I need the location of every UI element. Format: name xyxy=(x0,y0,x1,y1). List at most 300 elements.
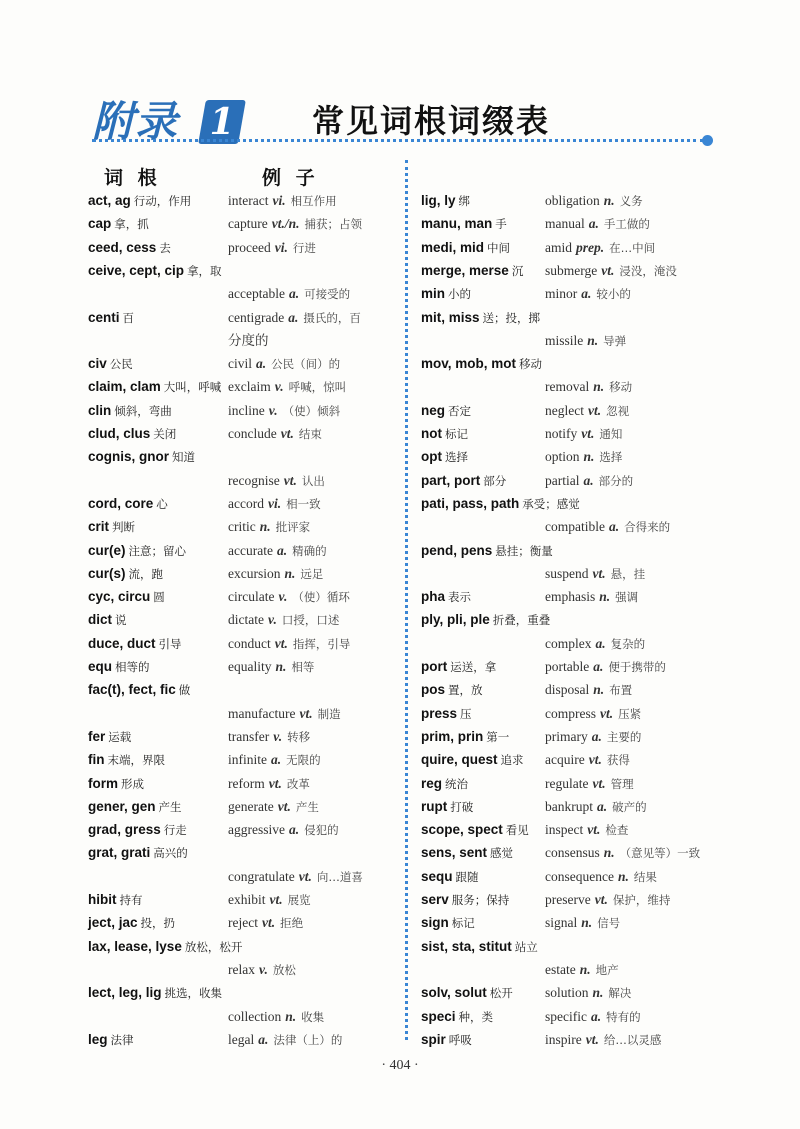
word-root: fer xyxy=(88,728,106,744)
entry-row xyxy=(88,540,398,562)
example-cell xyxy=(228,237,316,259)
example-word: dictate xyxy=(228,612,264,628)
root-cell xyxy=(88,516,135,538)
example-meaning: 获得 xyxy=(606,753,630,768)
example-word: acceptable xyxy=(228,286,285,302)
example-cell xyxy=(228,330,269,352)
example-cell xyxy=(228,400,340,422)
example-word: obligation xyxy=(545,193,600,208)
root-cell xyxy=(421,283,471,305)
entry-row xyxy=(421,190,731,212)
example-meaning: 给…以灵感 xyxy=(603,1032,662,1047)
word-root: clud, clus xyxy=(88,426,151,441)
example-meaning: 拒绝 xyxy=(280,916,304,931)
example-cell xyxy=(545,1006,641,1028)
example-cell xyxy=(228,866,363,888)
part-of-speech: vt. xyxy=(587,402,602,418)
example-cell xyxy=(228,213,362,235)
part-of-speech: vt. xyxy=(298,868,312,884)
entry-row xyxy=(421,400,731,422)
example-word: compatible xyxy=(545,519,605,535)
entry-row xyxy=(421,330,731,352)
example-cell xyxy=(545,446,622,468)
example-word: infinite xyxy=(228,752,267,768)
entry-row xyxy=(421,982,731,1004)
example-cell xyxy=(228,749,321,771)
example-meaning: 向…道喜 xyxy=(316,869,363,884)
part-of-speech: vt. xyxy=(592,565,606,581)
example-meaning: 行进 xyxy=(292,240,316,255)
entry-row xyxy=(88,1006,398,1028)
root-meaning: 标记 xyxy=(451,916,475,931)
entry-row xyxy=(421,819,731,841)
example-cell xyxy=(545,330,626,352)
word-root: mit, miss xyxy=(421,309,480,325)
example-cell xyxy=(228,656,314,678)
header-rule-dot xyxy=(702,135,713,146)
part-of-speech: vt. xyxy=(594,892,608,907)
entry-row xyxy=(88,866,398,888)
word-root: prim, prin xyxy=(421,728,484,744)
entry-row xyxy=(88,586,398,608)
example-word: removal xyxy=(545,379,590,395)
example-word: minor xyxy=(545,286,578,302)
word-root: neg xyxy=(421,402,446,418)
example-cell xyxy=(545,190,643,212)
root-meaning: 行动，作用 xyxy=(133,194,192,208)
example-cell xyxy=(545,912,620,934)
example-word: manual xyxy=(545,216,585,232)
example-cell xyxy=(545,1029,661,1051)
root-cell xyxy=(88,376,221,398)
example-word: conduct xyxy=(228,635,271,651)
part-of-speech: a. xyxy=(288,286,300,302)
root-cell xyxy=(421,609,550,631)
example-meaning: 悬，挂 xyxy=(610,566,646,581)
part-of-speech: n. xyxy=(275,659,287,674)
part-of-speech: a. xyxy=(276,542,288,558)
example-word: bankrupt xyxy=(545,798,593,814)
example-word: signal xyxy=(545,915,578,931)
example-cell xyxy=(545,726,641,748)
example-cell xyxy=(545,959,619,981)
example-word: circulate xyxy=(228,589,275,605)
root-meaning: 引导 xyxy=(158,636,182,651)
root-cell xyxy=(421,237,510,259)
root-meaning: 运送，拿 xyxy=(450,660,497,674)
example-word: critic xyxy=(228,519,256,535)
entry-row xyxy=(421,283,731,305)
example-cell xyxy=(228,912,303,934)
example-word: recognise xyxy=(228,472,280,488)
word-root: grat, grati xyxy=(88,845,151,861)
example-meaning: （使）循环 xyxy=(292,590,350,605)
example-meaning: 破产的 xyxy=(612,799,647,814)
entry-row xyxy=(88,516,398,538)
part-of-speech: n. xyxy=(259,519,271,535)
entry-row xyxy=(88,726,398,748)
root-meaning: 折叠，重叠 xyxy=(492,613,551,628)
entry-row xyxy=(421,889,731,911)
word-root: part, port xyxy=(421,472,481,488)
root-cell xyxy=(421,796,473,818)
root-meaning: 沉 xyxy=(511,263,524,278)
part-of-speech: a. xyxy=(288,309,299,325)
example-cell xyxy=(545,376,632,398)
example-meaning: 在…中间 xyxy=(609,240,656,255)
root-cell xyxy=(88,563,163,585)
part-of-speech: n. xyxy=(581,915,593,931)
word-root: medi, mid xyxy=(421,239,485,255)
root-meaning: 呼吸 xyxy=(448,1032,472,1047)
example-meaning: 便于携带的 xyxy=(608,660,666,674)
entry-row xyxy=(88,1029,398,1051)
example-word: accord xyxy=(228,495,264,511)
root-meaning: 知道 xyxy=(172,450,195,465)
word-root: speci xyxy=(421,1008,456,1024)
root-meaning: 百 xyxy=(122,310,135,325)
part-of-speech: a. xyxy=(597,798,608,814)
entry-row xyxy=(421,912,731,934)
root-cell xyxy=(88,260,222,282)
example-word: inspire xyxy=(545,1031,582,1047)
example-meaning: 改革 xyxy=(286,776,310,791)
word-root: dict xyxy=(88,612,113,628)
root-cell xyxy=(421,307,540,329)
example-meaning: 合得来的 xyxy=(624,520,671,535)
entry-row xyxy=(88,307,398,329)
word-root: press xyxy=(421,705,458,721)
example-meaning: 相一致 xyxy=(286,496,321,511)
part-of-speech: a. xyxy=(590,1008,602,1024)
entry-row xyxy=(421,213,731,235)
example-meaning: 结束 xyxy=(298,427,322,441)
part-of-speech: vt. xyxy=(280,426,294,441)
root-meaning: 手 xyxy=(495,217,507,232)
root-cell xyxy=(88,423,176,445)
example-word: generate xyxy=(228,798,274,814)
example-word: excursion xyxy=(228,565,281,581)
entry-row xyxy=(88,446,398,468)
root-cell xyxy=(88,889,143,911)
part-of-speech: a. xyxy=(288,822,300,838)
part-of-speech: n. xyxy=(579,961,591,977)
page-title: 常见词根词缀表 xyxy=(312,102,551,140)
entry-row xyxy=(421,540,731,562)
entry-row xyxy=(88,237,398,259)
entry-row xyxy=(421,260,731,282)
example-word: accurate xyxy=(228,542,273,558)
root-cell xyxy=(421,353,542,375)
root-cell xyxy=(421,423,468,445)
root-cell xyxy=(88,540,186,562)
entry-row xyxy=(421,679,731,701)
word-root: form xyxy=(88,775,118,791)
example-meaning: 精确的 xyxy=(292,543,327,558)
word-root: hibit xyxy=(88,892,117,907)
example-meaning: 导弹 xyxy=(603,333,627,348)
word-root: pos xyxy=(421,682,446,698)
part-of-speech: a. xyxy=(256,356,267,372)
example-meaning: 无限的 xyxy=(286,753,321,768)
column-header-root: 词 根 xyxy=(104,167,161,189)
example-word: proceed xyxy=(228,239,271,255)
example-meaning: 压紧 xyxy=(618,706,642,721)
example-word: primary xyxy=(545,728,588,744)
root-meaning: 关闭 xyxy=(153,427,177,441)
root-meaning: 相等的 xyxy=(115,660,150,674)
example-cell xyxy=(545,563,645,585)
example-word: complex xyxy=(545,635,592,651)
root-meaning: 持有 xyxy=(119,893,143,907)
example-meaning: 公民（间）的 xyxy=(271,357,341,372)
part-of-speech: n. xyxy=(599,589,611,605)
root-meaning: 选择 xyxy=(445,450,468,465)
root-meaning: 圆 xyxy=(153,590,165,605)
part-of-speech: a. xyxy=(583,472,594,488)
part-of-speech: vt./n. xyxy=(271,216,300,232)
root-meaning: 拿，取 xyxy=(187,263,222,278)
root-cell xyxy=(88,749,165,771)
root-meaning: 第一 xyxy=(486,729,510,744)
root-meaning: 挑选，收集 xyxy=(164,986,223,1001)
root-cell xyxy=(88,353,133,375)
entry-row xyxy=(88,819,398,841)
example-cell xyxy=(545,470,633,492)
word-root: merge, merse xyxy=(421,262,509,278)
example-word: solution xyxy=(545,985,589,1001)
example-cell xyxy=(545,423,622,445)
example-meaning: 管理 xyxy=(610,776,634,791)
root-cell xyxy=(421,190,470,212)
example-cell xyxy=(228,516,310,538)
example-meaning: 认出 xyxy=(301,473,325,488)
word-root: opt xyxy=(421,449,442,465)
root-meaning: 运载 xyxy=(108,729,132,744)
word-root: lig, ly xyxy=(421,193,456,208)
root-meaning: 打破 xyxy=(450,799,474,814)
part-of-speech: v. xyxy=(258,961,268,977)
example-meaning: 信号 xyxy=(597,916,621,931)
example-cell xyxy=(228,493,321,515)
example-cell xyxy=(228,726,310,748)
example-word: notify xyxy=(545,426,578,441)
example-cell xyxy=(228,190,337,212)
part-of-speech: vt. xyxy=(269,892,283,907)
word-root: fin xyxy=(88,752,105,768)
example-meaning: 强调 xyxy=(615,590,639,605)
root-meaning: 大叫，呼喊 xyxy=(163,380,222,395)
example-cell xyxy=(545,633,645,655)
word-root: spir xyxy=(421,1031,446,1047)
example-word: acquire xyxy=(545,752,585,768)
example-word: specific xyxy=(545,1008,587,1024)
word-root: gener, gen xyxy=(88,798,156,814)
entry-row xyxy=(88,703,398,725)
word-root: sequ xyxy=(421,868,453,884)
example-cell xyxy=(228,1006,324,1028)
word-root: scope, spect xyxy=(421,822,503,838)
root-meaning: 跟随 xyxy=(455,869,479,884)
example-meaning: 特有的 xyxy=(606,1009,641,1024)
entry-row xyxy=(88,563,398,585)
entry-row xyxy=(88,912,398,934)
part-of-speech: n. xyxy=(285,1008,297,1024)
root-cell xyxy=(421,889,509,911)
entry-row xyxy=(88,423,398,445)
example-meaning: 收集 xyxy=(301,1009,325,1024)
example-cell xyxy=(228,959,296,981)
example-cell xyxy=(545,889,670,911)
example-word: compress xyxy=(545,705,596,721)
entry-row xyxy=(88,283,398,305)
root-meaning: 站立 xyxy=(514,939,538,954)
root-meaning: 追求 xyxy=(500,753,524,768)
root-meaning: 注意；留心 xyxy=(128,543,187,558)
word-root: min xyxy=(421,286,446,302)
word-root: centi xyxy=(88,309,120,325)
example-word: relax xyxy=(228,961,255,977)
part-of-speech: v. xyxy=(273,728,283,744)
example-cell xyxy=(228,796,319,818)
example-cell xyxy=(228,586,350,608)
example-meaning: 制造 xyxy=(317,706,341,721)
example-meaning: 指挥，引导 xyxy=(292,636,351,651)
part-of-speech: a. xyxy=(608,519,620,535)
example-meaning: 批评家 xyxy=(275,520,311,535)
example-cell xyxy=(228,703,341,725)
page-number: · 404 · xyxy=(381,1058,419,1073)
example-meaning: 捕获；占领 xyxy=(304,217,362,232)
root-meaning: 说 xyxy=(115,613,127,628)
root-cell xyxy=(421,656,496,678)
example-word: manufacture xyxy=(228,705,296,721)
part-of-speech: n. xyxy=(284,565,296,581)
example-meaning: 义务 xyxy=(619,194,643,208)
root-cell xyxy=(88,400,172,422)
root-meaning: 压 xyxy=(460,706,472,721)
example-word: option xyxy=(545,449,580,465)
root-meaning: 拿，抓 xyxy=(114,217,149,232)
example-word: estate xyxy=(545,961,576,977)
entry-row xyxy=(88,609,398,631)
part-of-speech: v. xyxy=(267,612,277,628)
example-cell xyxy=(545,982,631,1004)
root-meaning: 行走 xyxy=(163,823,187,838)
root-cell xyxy=(421,679,483,701)
root-meaning: 产生 xyxy=(158,799,182,814)
column-separator xyxy=(405,160,408,1040)
root-cell xyxy=(421,470,506,492)
example-word: aggressive xyxy=(228,822,285,838)
part-of-speech: n. xyxy=(593,682,605,698)
example-meaning: 解决 xyxy=(608,986,632,1001)
root-meaning: 感觉 xyxy=(490,846,514,861)
word-root: pati, pass, path xyxy=(421,495,520,511)
example-cell xyxy=(545,260,677,282)
example-word: interact xyxy=(228,193,269,208)
example-cell xyxy=(545,400,629,422)
entry-row xyxy=(88,749,398,771)
root-meaning: 服务；保持 xyxy=(451,893,510,907)
entry-row xyxy=(421,307,731,329)
example-cell xyxy=(545,656,666,678)
part-of-speech: vt. xyxy=(274,635,288,651)
example-word: amid xyxy=(545,239,572,255)
example-cell xyxy=(228,470,325,492)
example-meaning: 相等 xyxy=(291,660,315,674)
part-of-speech: vi. xyxy=(274,239,288,255)
example-cell xyxy=(545,516,670,538)
example-word: conclude xyxy=(228,426,277,441)
example-word: suspend xyxy=(545,565,589,581)
example-cell xyxy=(545,237,655,259)
example-word: preserve xyxy=(545,892,591,907)
example-word: legal xyxy=(228,1031,255,1047)
word-root: ply, pli, ple xyxy=(421,612,490,628)
root-cell xyxy=(421,400,471,422)
root-meaning: 绑 xyxy=(458,194,471,208)
word-root: rupt xyxy=(421,798,448,814)
example-word: reject xyxy=(228,915,258,931)
example-cell xyxy=(545,283,631,305)
example-meaning: 较小的 xyxy=(596,287,631,302)
root-cell xyxy=(88,982,222,1004)
example-meaning: 通知 xyxy=(599,427,623,441)
root-cell xyxy=(88,237,171,259)
root-cell xyxy=(88,609,127,631)
part-of-speech: n. xyxy=(603,845,615,861)
root-cell xyxy=(421,819,529,841)
example-word: partial xyxy=(545,472,580,488)
part-of-speech: a. xyxy=(593,659,604,674)
root-cell xyxy=(421,586,471,608)
root-cell xyxy=(88,796,182,818)
root-meaning: 悬挂；衡量 xyxy=(495,543,553,558)
root-meaning: 高兴的 xyxy=(153,846,188,861)
root-cell xyxy=(421,540,553,562)
example-meaning: 结果 xyxy=(633,869,657,884)
entry-row xyxy=(421,796,731,818)
part-of-speech: n. xyxy=(583,449,595,465)
word-root: grad, gress xyxy=(88,822,161,838)
root-cell xyxy=(88,190,191,212)
word-root: cognis, gnor xyxy=(88,449,169,465)
example-word: exhibit xyxy=(228,892,266,907)
root-cell xyxy=(421,1006,493,1028)
root-cell xyxy=(88,446,195,468)
root-meaning: 放松，松开 xyxy=(184,939,243,954)
entry-row xyxy=(421,563,731,585)
example-cell xyxy=(545,213,650,235)
entry-row xyxy=(88,353,398,375)
part-of-speech: n. xyxy=(587,332,599,348)
appendix-number: 1 xyxy=(209,101,235,143)
part-of-speech: a. xyxy=(581,286,592,302)
entry-row xyxy=(421,446,731,468)
entry-row xyxy=(421,936,731,958)
entry-row xyxy=(88,260,398,282)
root-cell xyxy=(421,260,523,282)
example-cell xyxy=(228,609,339,631)
part-of-speech: v. xyxy=(278,589,288,605)
word-root: clin xyxy=(88,402,112,418)
root-cell xyxy=(421,213,507,235)
entry-row xyxy=(88,190,398,212)
entry-row xyxy=(421,773,731,795)
root-cell xyxy=(421,446,468,468)
example-meaning: 主要的 xyxy=(606,729,642,744)
